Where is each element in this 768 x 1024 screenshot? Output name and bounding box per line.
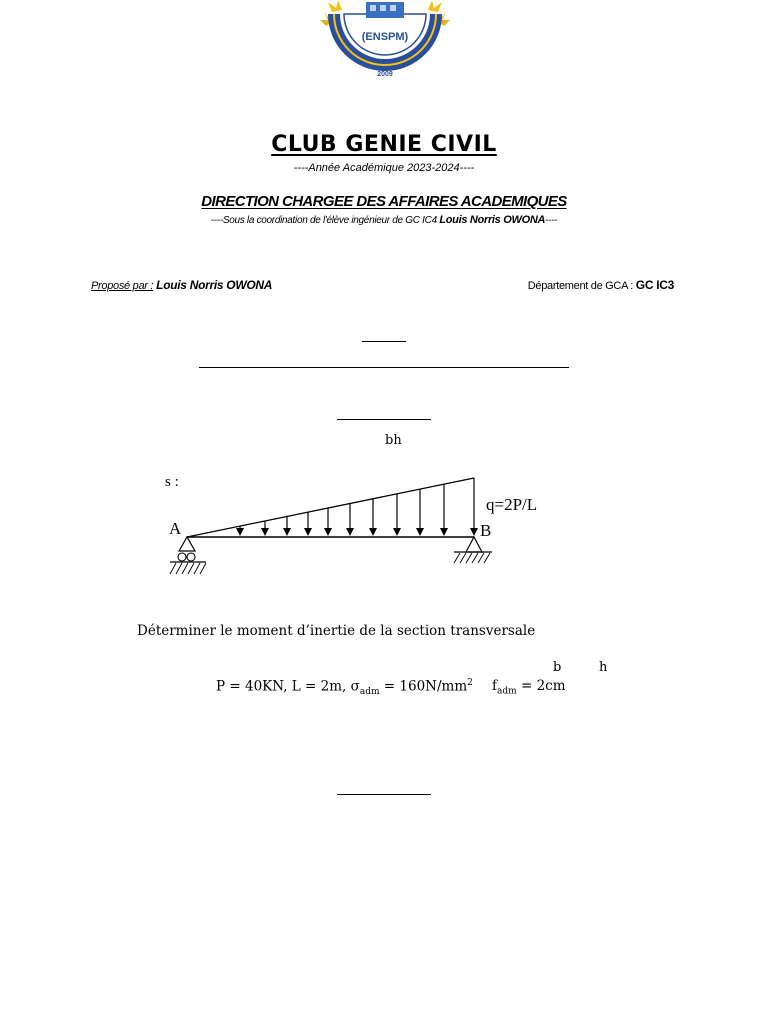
proposed-by-name: Louis Norris OWONA <box>153 278 273 292</box>
coordination-line: ----Sous la coordination de l'élève ingénieur de GC IC4 Louis Norris OWONA---- <box>210 214 558 226</box>
short-rule <box>362 341 406 342</box>
logo-year: 2009 <box>377 71 393 78</box>
load-arrow <box>304 512 312 536</box>
load-arrow <box>324 508 332 536</box>
proposed-by-label: Proposé par : <box>91 280 154 292</box>
club-title: CLUB GENIE CIVIL <box>271 132 497 157</box>
title-rule <box>199 367 569 368</box>
question-text: Déterminer le moment d’inertie de la section transversale <box>137 623 536 639</box>
beam-diagram <box>160 470 560 582</box>
load-arrow <box>236 526 244 536</box>
academic-year: ----Année Académique 2023-2024---- <box>293 162 475 174</box>
load-arrow <box>393 494 401 536</box>
label-a: A <box>169 519 182 538</box>
load-arrows <box>236 478 478 536</box>
enspm-logo <box>318 0 452 80</box>
load-arrow <box>369 499 377 536</box>
section-variable: bh <box>385 433 402 448</box>
proposed-by <box>91 278 272 292</box>
support-a-icon <box>170 537 206 574</box>
department <box>528 278 674 292</box>
label-b: B <box>480 521 492 540</box>
load-arrow <box>283 516 291 536</box>
department-value: GC IC3 <box>635 278 674 292</box>
support-b-icon <box>454 537 492 563</box>
variable-b: b <box>553 660 562 675</box>
coordinator-name: Louis Norris OWONA <box>439 214 546 226</box>
variable-h: h <box>599 660 608 675</box>
given-values: P = 40KN, L = 2m, $\sigma_{adm} = 160N/mm^2$ <box>216 678 473 698</box>
load-arrow <box>470 478 478 536</box>
department-label: Département de GCA : <box>527 280 636 292</box>
logo-acronym: (ENSPM) <box>361 31 409 43</box>
load-arrow <box>261 521 269 536</box>
given-deflection: $f_{adm} = 2cm$ <box>492 678 566 697</box>
section-rule <box>337 419 431 420</box>
figure-prefix: s : <box>165 474 179 490</box>
direction-title: DIRECTION CHARGEE DES AFFAIRES ACADEMIQUES <box>201 193 567 210</box>
load-arrow <box>440 484 448 536</box>
bottom-rule <box>337 794 431 795</box>
load-arrow <box>346 503 354 536</box>
load-label: q=2P/L <box>486 495 538 514</box>
load-arrow <box>416 489 424 536</box>
